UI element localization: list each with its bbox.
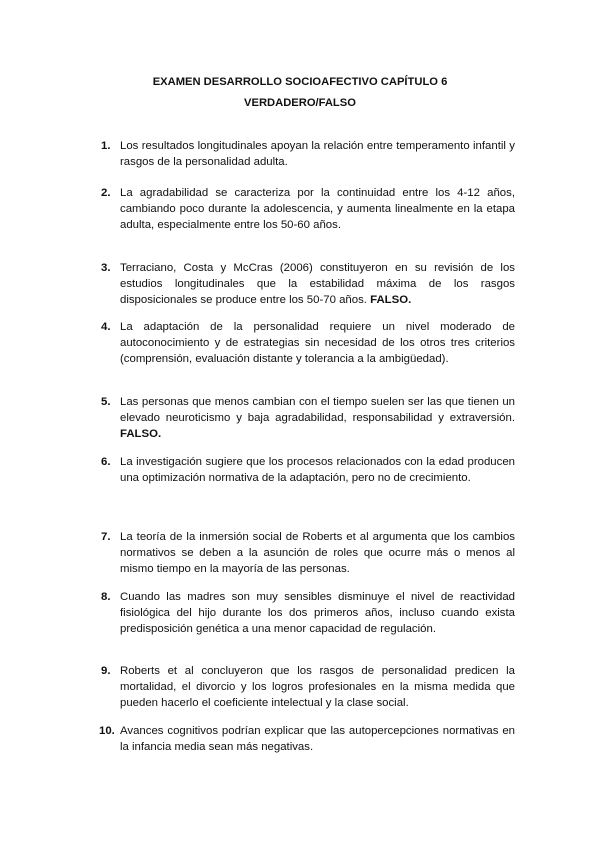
question-4 (101, 319, 515, 368)
question-number: 8. (101, 591, 111, 603)
question-9 (101, 663, 515, 712)
question-number: 7. (101, 531, 111, 543)
question-10 (101, 723, 515, 755)
question-number: 1. (101, 140, 111, 152)
question-number: 3. (101, 262, 111, 274)
question-number: 2. (101, 187, 111, 199)
question-text: Terraciano, Costa y McCras (2006) constituyeron en su revisión de los estudios longitudinales que la estabilidad máxima de los rasgos disposicionales se produce entre los 50-70 años. (120, 262, 515, 307)
question-5 (101, 394, 515, 443)
question-number: 9. (101, 665, 111, 677)
page-subtitle: VERDADERO/FALSO (244, 97, 356, 109)
question-text: Avances cognitivos podrían explicar que las autopercepciones normativas en la infancia media sean más negativas. (120, 725, 515, 754)
question-number: 5. (101, 396, 111, 408)
page-title: EXAMEN DESARROLLO SOCIOAFECTIVO CAPÍTULO 6 (152, 76, 448, 88)
question-2 (101, 185, 515, 234)
question-text: Las personas que menos cambian con el tiempo suelen ser las que tienen un elevado neuroticismo y baja agradabilidad, responsabilidad y extraversión. (120, 396, 515, 425)
question-text: La investigación sugiere que los procesos relacionados con la edad producen una optimización normativa de la adaptación, pero no de crecimiento. (120, 456, 515, 485)
question-3 (101, 260, 515, 309)
question-number: 10. (99, 725, 115, 737)
question-text: Roberts et al concluyeron que los rasgos de personalidad predicen la mortalidad, el divorcio y los logros profesionales en la misma medida que pueden hacerlo el coeficiente intelectual y la clase social. (120, 665, 515, 710)
question-6 (101, 454, 515, 486)
question-8 (101, 589, 515, 638)
question-1 (101, 138, 515, 170)
answer-label: FALSO. (120, 428, 162, 441)
question-text: Los resultados longitudinales apoyan la relación entre temperamento infantil y rasgos de la personalidad adulta. (120, 140, 515, 169)
question-text: La teoría de la inmersión social de Roberts et al argumenta que los cambios normativos se deben a la asunción de roles que ocurre más o menos al mismo tiempo en la mayoría de las personas. (120, 531, 515, 576)
question-number: 6. (101, 456, 111, 468)
question-7 (101, 529, 515, 578)
question-number: 4. (101, 321, 111, 333)
question-text: La agradabilidad se caracteriza por la continuidad entre los 4-12 años, cambiando poco durante la adolescencia, y aumenta linealmente en la etapa adulta, especialmente entre los 50-60 años. (120, 187, 515, 232)
question-text: La adaptación de la personalidad requiere un nivel moderado de autoconocimiento y de estrategias sin necesidad de los otros tres criterios (comprensión, evaluación distante y tolerancia a la ambigüedad). (120, 321, 515, 366)
answer-label: FALSO. (370, 294, 412, 307)
question-text: Cuando las madres son muy sensibles disminuye el nivel de reactividad fisiológica del hijo durante los dos primeros años, incluso cuando exista predisposición genética a una menor capacidad de regulación. (120, 591, 515, 636)
